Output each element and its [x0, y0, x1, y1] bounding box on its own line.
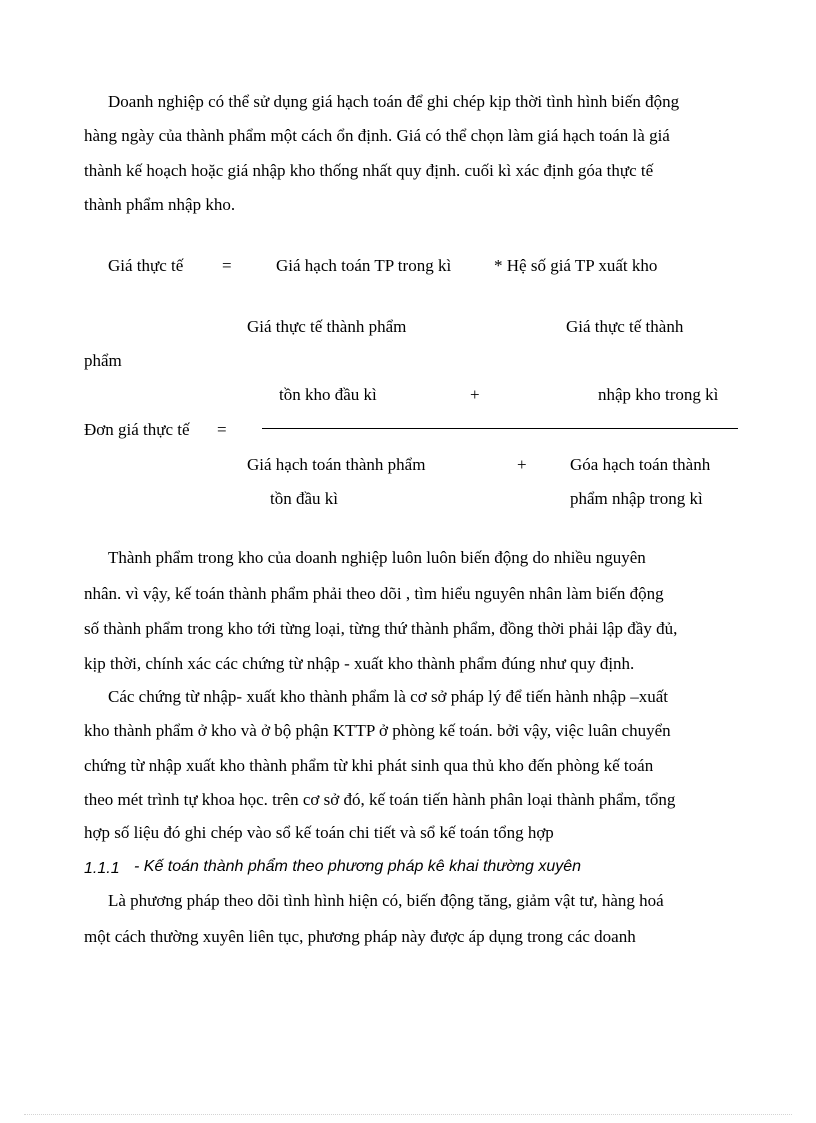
paragraph-1-line-3: thành kế hoạch hoặc giá nhập kho thống nhất quy định. cuối kì xác định góa thực tế — [84, 161, 654, 180]
paragraph-4-line-1: Là phương pháp theo dõi tình hình hiện có, biến động tăng, giảm vật tư, hàng hoá — [108, 891, 664, 910]
formula-2-numerator-bottom-left: tồn kho đầu kì — [279, 385, 377, 404]
paragraph-3-line-3: chứng từ nhập xuất kho thành phẩm từ khi phát sinh qua thủ kho đến phòng kế toán — [84, 756, 654, 775]
formula-1-term-1: Giá hạch toán TP trong kì — [276, 256, 452, 275]
formula-2-denominator-plus: + — [517, 455, 527, 474]
formula-1-equals: = — [222, 256, 232, 275]
paragraph-3-line-2: kho thành phẩm ở kho và ở bộ phận KTTP ở phòng kế toán. bởi vậy, việc luân chuyển — [84, 721, 671, 740]
paragraph-2-line-2: nhân. vì vậy, kế toán thành phẩm phải theo dõi , tìm hiểu nguyên nhân làm biến động — [84, 584, 664, 603]
paragraph-3-line-1: Các chứng từ nhập- xuất kho thành phẩm là cơ sở pháp lý để tiến hành nhập –xuất — [108, 687, 668, 706]
formula-2-denominator-right-1: Góa hạch toán thành — [570, 455, 711, 474]
paragraph-1-line-2: hàng ngày của thành phẩm một cách ổn định. Giá có thể chọn làm giá hạch toán là giá — [84, 126, 670, 145]
paragraph-2-line-1: Thành phẩm trong kho của doanh nghiệp luôn luôn biến động do nhiều nguyên — [108, 548, 646, 567]
formula-2-numerator-plus: + — [470, 385, 480, 404]
formula-2-wrapped-word: phẩm — [84, 351, 122, 370]
formula-1-lhs: Giá thực tế — [108, 256, 184, 275]
formula-1-term-2: * Hệ số giá TP xuất kho — [494, 256, 658, 275]
heading-text: - Kế toán thành phẩm theo phương pháp kê khai thường xuyên — [134, 858, 582, 875]
paragraph-2-line-4: kịp thời, chính xác các chứng từ nhập - xuất kho thành phẩm đúng như quy định. — [84, 654, 635, 673]
heading-number: 1.1.1 — [84, 860, 120, 877]
paragraph-3-line-4: theo mét trình tự khoa học. trên cơ sở đó, kế toán tiến hành phân loại thành phẩm, tổng — [84, 790, 676, 809]
formula-2-lhs: Đơn giá thực tế — [84, 420, 190, 439]
paragraph-1-line-1: Doanh nghiệp có thể sử dụng giá hạch toán để ghi chép kịp thời tình hình biến động — [108, 92, 680, 111]
fraction-bar — [262, 428, 738, 429]
formula-2-numerator-top-right: Giá thực tế thành — [566, 317, 684, 336]
formula-2-numerator-bottom-right: nhập kho trong kì — [598, 385, 719, 404]
paragraph-1-line-4: thành phẩm nhập kho. — [84, 195, 236, 214]
formula-2-denominator-left-2: tồn đầu kì — [270, 489, 338, 508]
paragraph-2-line-3: số thành phẩm trong kho tới từng loại, từng thứ thành phẩm, đồng thời phải lập đầy đủ, — [84, 619, 678, 638]
paragraph-3-line-5: hợp số liệu đó ghi chép vào sổ kế toán chi tiết và sổ kế toán tổng hợp — [84, 823, 554, 842]
formula-2-equals: = — [217, 420, 227, 439]
formula-2-numerator-top-left: Giá thực tế thành phẩm — [247, 317, 407, 336]
formula-2-denominator-left-1: Giá hạch toán thành phẩm — [247, 455, 426, 474]
page-bottom-divider — [24, 1114, 792, 1115]
formula-2-denominator-right-2: phẩm nhập trong kì — [570, 489, 703, 508]
paragraph-4-line-2: một cách thường xuyên liên tục, phương pháp này được áp dụng trong các doanh — [84, 927, 636, 946]
